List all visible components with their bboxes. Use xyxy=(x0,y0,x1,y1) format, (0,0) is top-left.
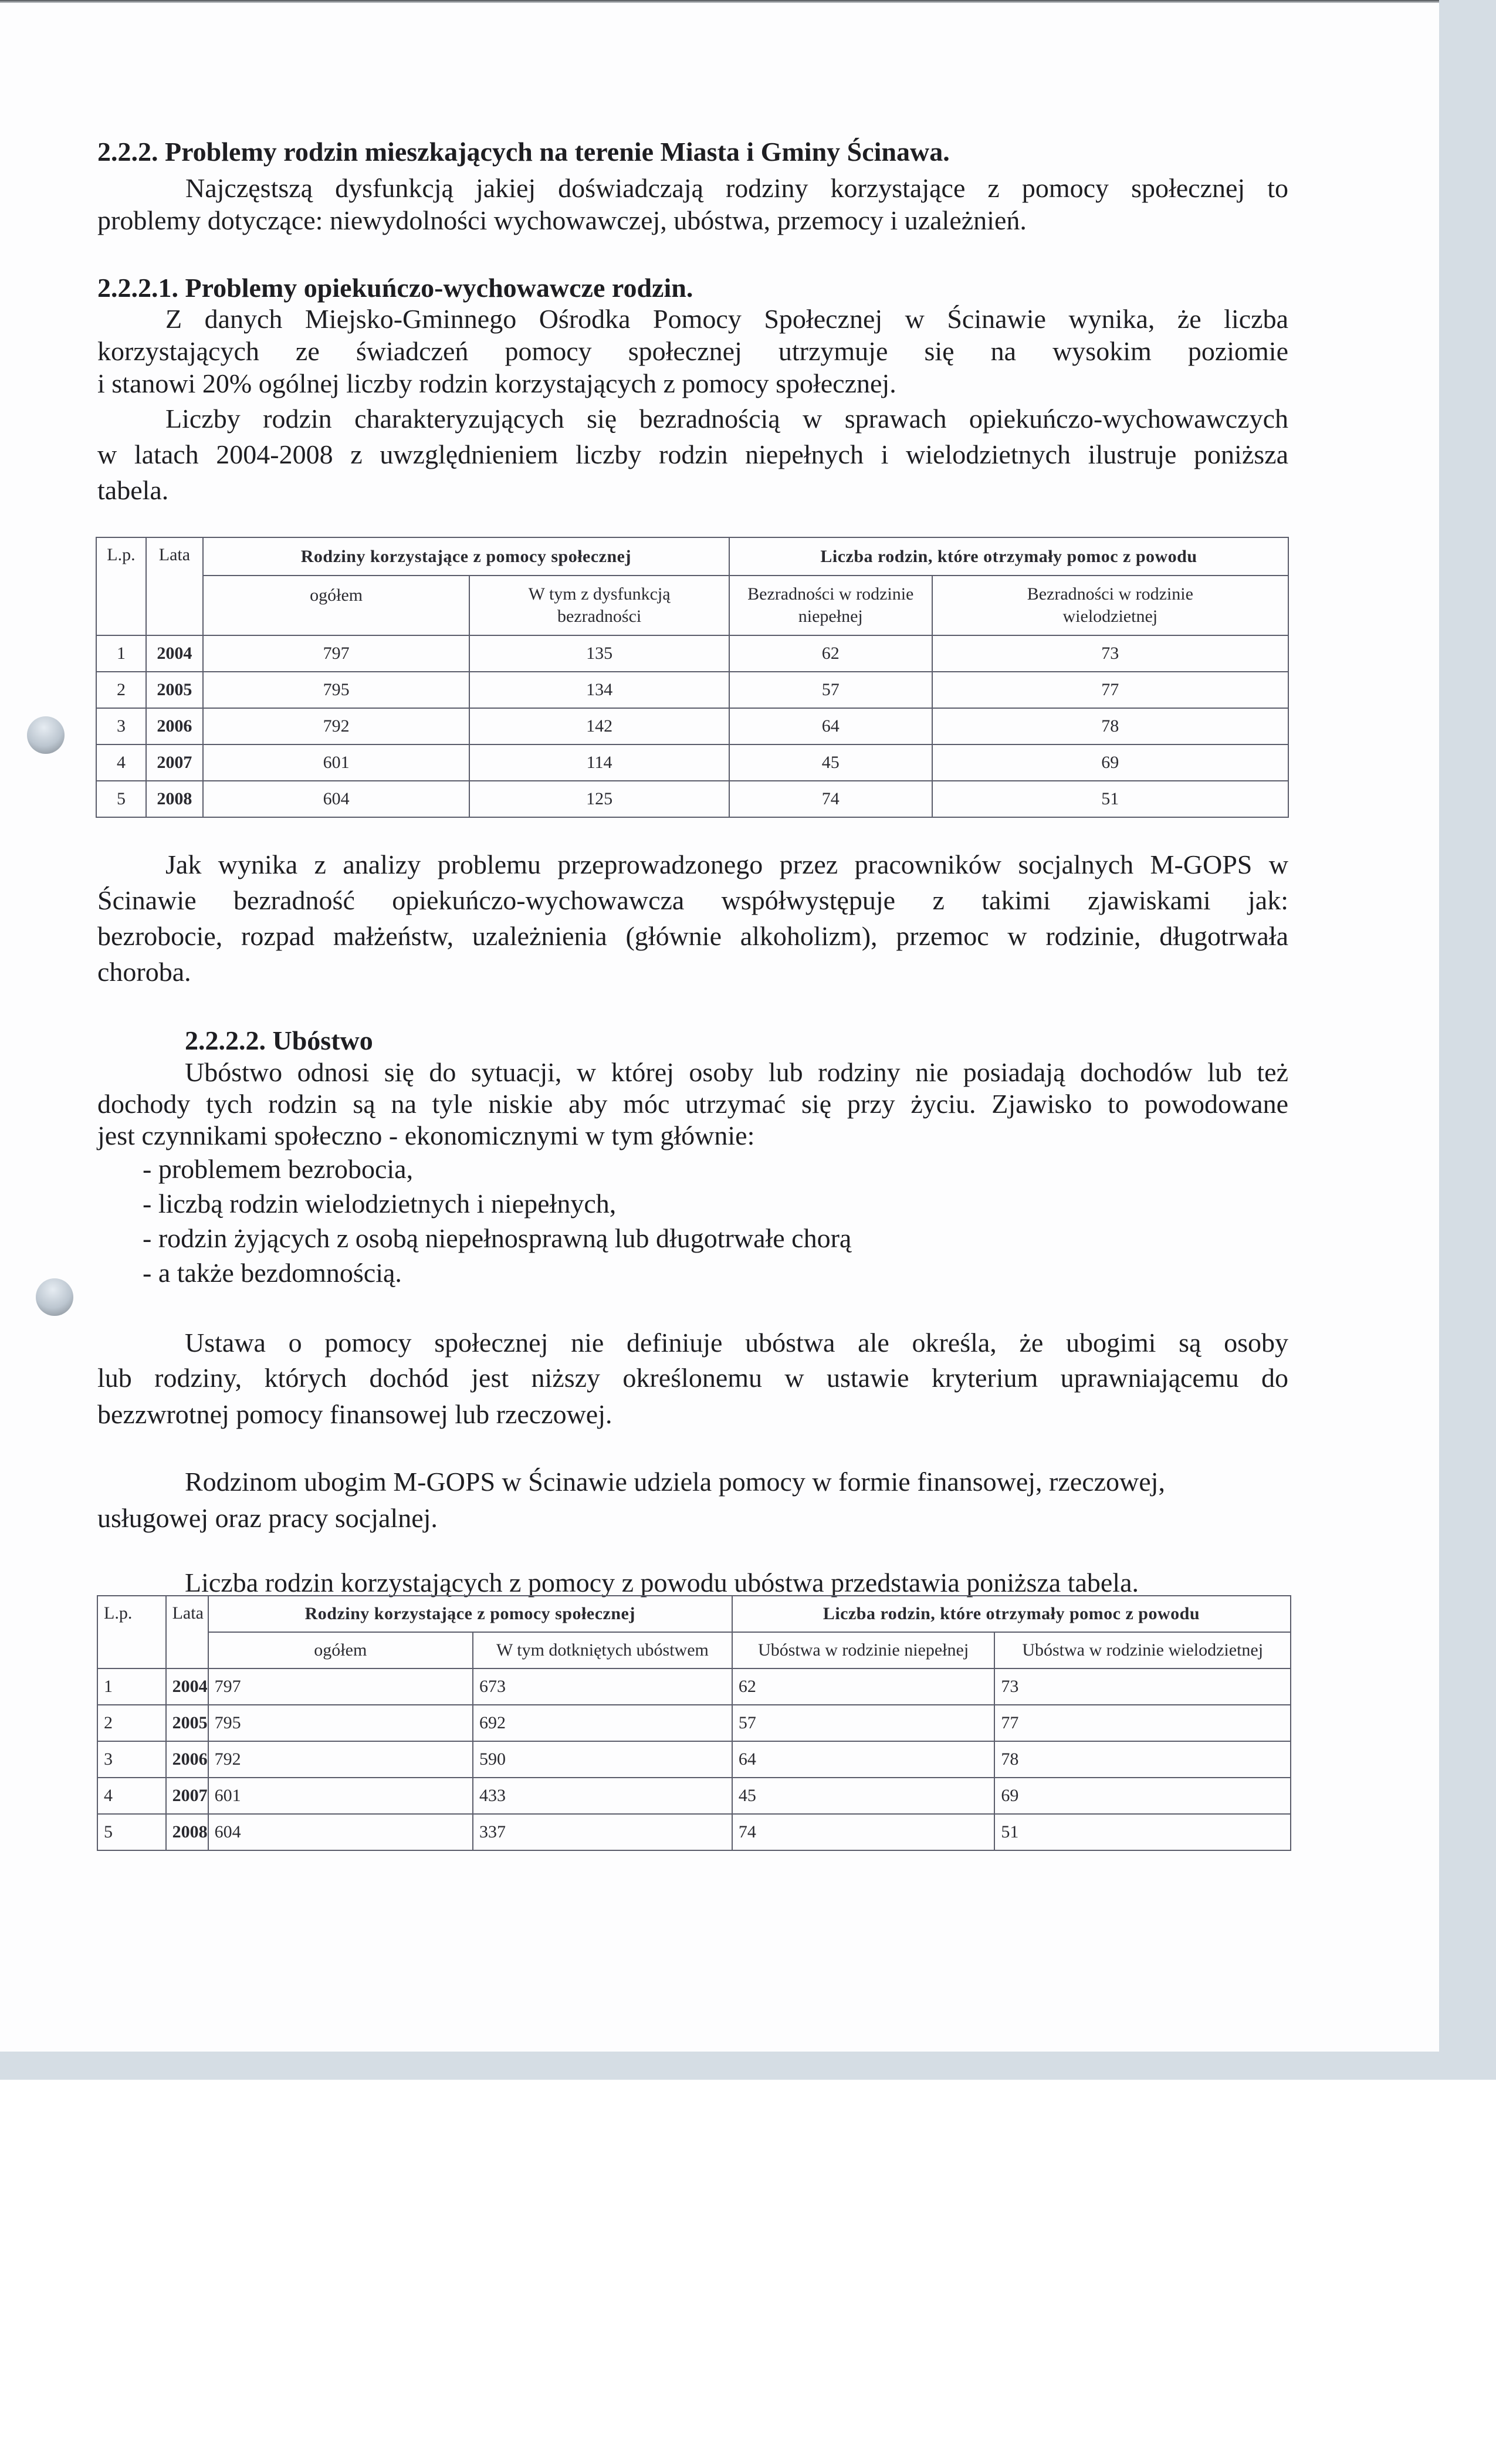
paragraph-line: lub rodziny, których dochód jest niższy określonemu w ustawie kryterium uprawniającemu do xyxy=(97,1363,1288,1393)
header-ogolem: ogółem xyxy=(208,1632,473,1668)
paragraph-line: choroba. xyxy=(97,957,191,987)
bullet-item: - problemem bezrobocia, xyxy=(143,1154,414,1184)
subsection-heading: 2.2.2.2. Ubóstwo xyxy=(185,1025,373,1055)
bullet-item: - rodzin żyjących z osobą niepełnosprawną lub długotrwałe chorą xyxy=(143,1223,852,1253)
paragraph-line: usługowej oraz pracy socjalnej. xyxy=(97,1503,438,1533)
subsection-heading: 2.2.2.1. Problemy opiekuńczo-wychowawcze rodzin. xyxy=(97,273,693,303)
table-row: 3 2006 792 590 64 78 xyxy=(97,1741,1291,1778)
table-row: 1 2004 797 673 62 73 xyxy=(97,1668,1291,1705)
header-lata: Lata xyxy=(166,1596,208,1668)
paragraph-line: Rodzinom ubogim M-GOPS w Ścinawie udziela pomocy w formie finansowej, rzeczowej, xyxy=(185,1467,1165,1497)
paragraph-line: tabela. xyxy=(97,475,169,505)
header-single-parent: Bezradności w rodzinie niepełnej xyxy=(729,576,932,635)
table-row: 4 2007 601 114 45 69 xyxy=(96,744,1288,781)
section-heading: 2.2.2. Problemy rodzin mieszkających na terenie Miasta i Gminy Ścinawa. xyxy=(97,137,950,167)
punch-hole-icon xyxy=(36,1278,73,1316)
paragraph-line: Ustawa o pomocy społecznej nie definiuje ubóstwa ale określa, że ubogimi są osoby xyxy=(185,1328,1288,1358)
header-group-reasons: Liczba rodzin, które otrzymały pomoc z powodu xyxy=(729,537,1288,576)
paragraph-line: bezrobocie, rozpad małżeństw, uzależnienia (głównie alkoholizm), przemoc w rodzinie, długotrwała xyxy=(97,921,1288,951)
header-large-family: Bezradności w rodzinie wielodzietnej xyxy=(932,576,1288,635)
paragraph-line: Ubóstwo odnosi się do sytuacji, w której osoby lub rodziny nie posiadają dochodów lub też xyxy=(185,1057,1288,1087)
paragraph-line: Ścinawie bezradność opiekuńczo-wychowawcza współwystępuje z takimi zjawiskami jak: xyxy=(97,885,1288,915)
punch-hole-icon xyxy=(27,716,65,754)
header-dysfunction: W tym z dysfunkcją bezradności xyxy=(469,576,729,635)
header-group-families: Rodziny korzystające z pomocy społecznej xyxy=(203,537,729,576)
paragraph-line: jest czynnikami społeczno - ekonomicznymi w tym głównie: xyxy=(97,1121,755,1150)
table-row: 5 2008 604 337 74 51 xyxy=(97,1814,1291,1850)
paragraph-line: Liczby rodzin charakteryzujących się bezradnością w sprawach opiekuńczo-wychowawczych xyxy=(165,404,1288,434)
intro-paragraph-line: Najczęstszą dysfunkcją jakiej doświadczają rodziny korzystające z pomocy społecznej to xyxy=(185,173,1288,203)
paragraph-line: w latach 2004-2008 z uwzględnieniem liczby rodzin niepełnych i wielodzietnych ilustruje poniższa xyxy=(97,439,1288,469)
table-row: 4 2007 601 433 45 69 xyxy=(97,1778,1291,1814)
bullet-item: - liczbą rodzin wielodzietnych i niepełnych, xyxy=(143,1189,617,1219)
table-poverty xyxy=(97,1595,1291,1851)
paragraph-line: korzystających ze świadczeń pomocy społecznej utrzymuje się na wysokim poziomie xyxy=(97,336,1288,366)
table-row: 5 2008 604 125 74 51 xyxy=(96,781,1288,817)
bullet-item: - a także bezdomnością. xyxy=(143,1258,402,1288)
header-large-family: Ubóstwa w rodzinie wielodzietnej xyxy=(994,1632,1291,1668)
paragraph-line: bezzwrotnej pomocy finansowej lub rzeczowej. xyxy=(97,1399,612,1429)
header-lp: L.p. xyxy=(96,537,146,635)
header-lata: Lata xyxy=(146,537,203,635)
header-poverty: W tym dotkniętych ubóstwem xyxy=(473,1632,732,1668)
paragraph-line: Jak wynika z analizy problemu przeprowadzonego przez pracowników socjalnych M-GOPS w xyxy=(165,849,1288,879)
table-helplessness xyxy=(96,537,1289,818)
header-single-parent: Ubóstwa w rodzinie niepełnej xyxy=(732,1632,995,1668)
header-group-reasons: Liczba rodzin, które otrzymały pomoc z powodu xyxy=(732,1596,1291,1632)
table-intro-line: Liczba rodzin korzystających z pomocy z powodu ubóstwa przedstawia poniższa tabela. xyxy=(185,1568,1139,1597)
table-row: 1 2004 797 135 62 73 xyxy=(96,635,1288,672)
table-row: 2 2005 795 692 57 77 xyxy=(97,1705,1291,1741)
header-group-families: Rodziny korzystające z pomocy społecznej xyxy=(208,1596,732,1632)
header-ogolem: ogółem xyxy=(203,576,469,635)
paragraph-line: Z danych Miejsko-Gminnego Ośrodka Pomocy Społecznej w Ścinawie wynika, że liczba xyxy=(165,304,1288,334)
intro-paragraph-line: problemy dotyczące: niewydolności wychowawczej, ubóstwa, przemocy i uzależnień. xyxy=(97,205,1027,235)
header-lp: L.p. xyxy=(97,1596,166,1668)
paragraph-line: dochody tych rodzin są na tyle niskie aby móc utrzymać się przy życiu. Zjawisko to powodowane xyxy=(97,1089,1288,1119)
table-row: 2 2005 795 134 57 77 xyxy=(96,672,1288,708)
table-row: 3 2006 792 142 64 78 xyxy=(96,708,1288,744)
paragraph-line: i stanowi 20% ogólnej liczby rodzin korzystających z pomocy społecznej. xyxy=(97,368,896,398)
